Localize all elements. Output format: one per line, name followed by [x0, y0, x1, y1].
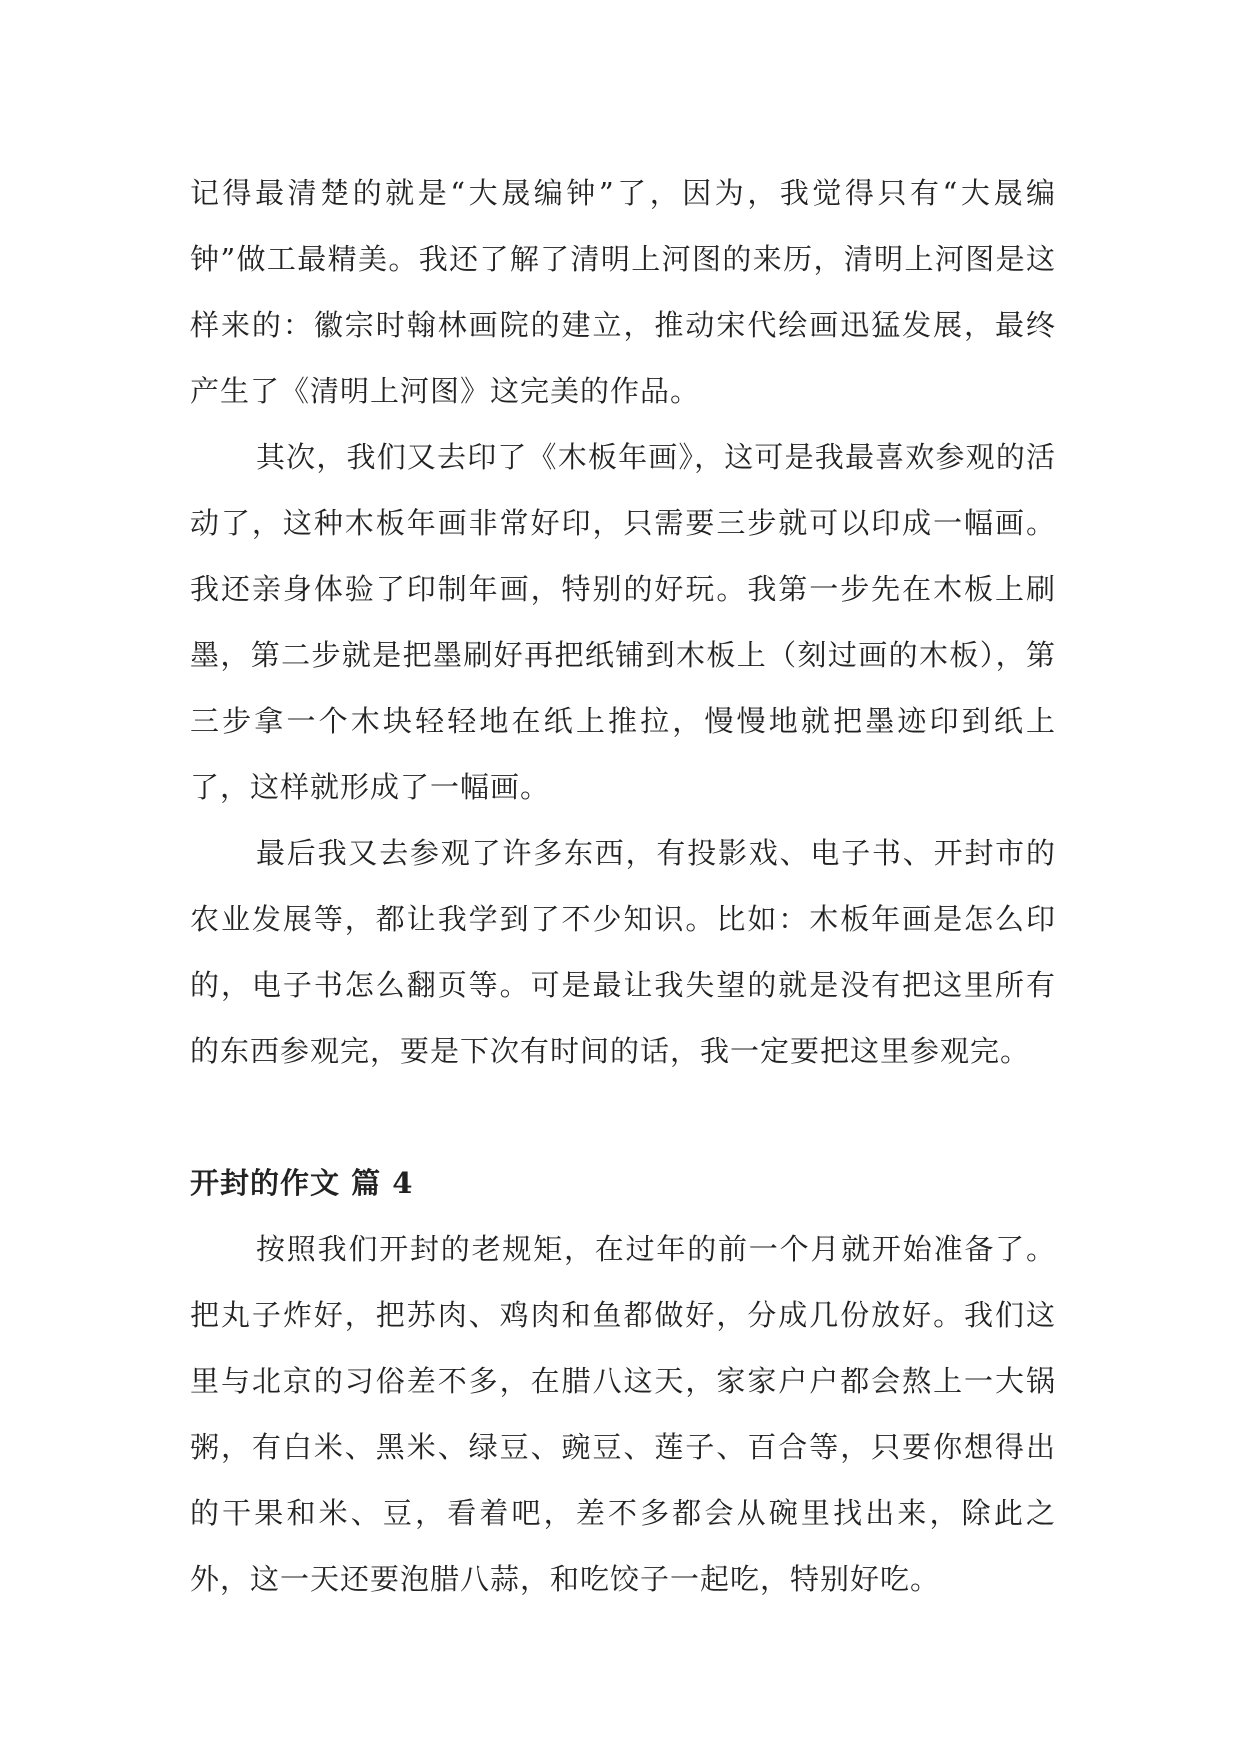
- section-heading: 开封的作文 篇 4: [190, 1166, 414, 1200]
- document-body: [190, 160, 1056, 1612]
- paragraph-bianzhong: 记得最清楚的就是“大晟编钟”了，因为，我觉得只有“大晟编钟”做工最精美。我还了解了清明上河图的来历，清明上河图是这样来的：徽宗时翰林画院的建立，推动宋代绘画迅猛发展，最终产生了《清明上河图》这完美的作品。: [190, 176, 1056, 408]
- paragraph-new-year-customs: 按照我们开封的老规矩，在过年的前一个月就开始准备了。把丸子炸好，把苏肉、鸡肉和鱼都做好，分成几份放好。我们这里与北京的习俗差不多，在腊八这天，家家户户都会熬上一大锅粥，有白米、黑米、绿豆、豌豆、莲子、百合等，只要你想得出的干果和米、豆，看着吧，差不多都会从碗里找出来，除此之外，这一天还要泡腊八蒜，和吃饺子一起吃，特别好吃。: [190, 1232, 1056, 1596]
- paragraph-final-visit: 最后我又去参观了许多东西，有投影戏、电子书、开封市的农业发展等，都让我学到了不少知识。比如：木板年画是怎么印的，电子书怎么翻页等。可是最让我失望的就是没有把这里所有的东西参观完，要是下次有时间的话，我一定要把这里参观完。: [190, 836, 1056, 1068]
- paragraph-woodblock-print: 其次，我们又去印了《木板年画》，这可是我最喜欢参观的活动了，这种木板年画非常好印，只需要三步就可以印成一幅画。我还亲身体验了印制年画，特别的好玩。我第一步先在木板上刷墨，第二步就是把墨刷好再把纸铺到木板上（刻过画的木板），第三步拿一个木块轻轻地在纸上推拉，慢慢地就把墨迹印到纸上了，这样就形成了一幅画。: [190, 440, 1056, 804]
